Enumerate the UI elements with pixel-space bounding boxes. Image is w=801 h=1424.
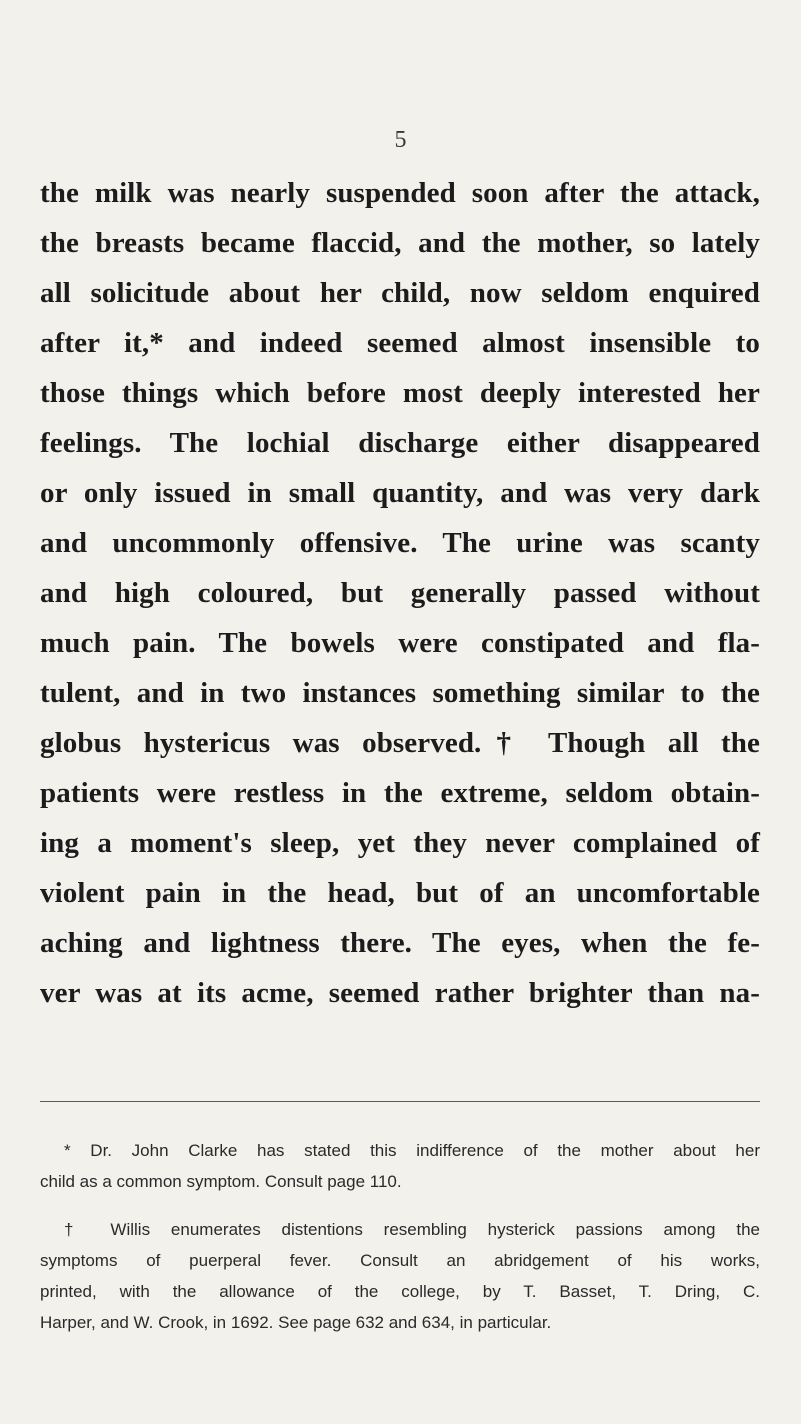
footnote-line: printed, with the allowance of the college, by T. Basset, T. Dring, C. (40, 1282, 760, 1301)
footnotes (40, 1135, 760, 1338)
text-line: ing a moment's sleep, yet they never complained of (40, 827, 760, 859)
footnote-divider (40, 1101, 760, 1102)
text-line: much pain. The bowels were constipated and fla- (40, 627, 760, 659)
footnote-willis (40, 1214, 760, 1338)
text-line: those things which before most deeply interested her (40, 377, 760, 409)
footnote-line: † Willis enumerates distentions resembling hysterick passions among the (64, 1220, 760, 1239)
text-line: feelings. The lochial discharge either disappeared (40, 427, 760, 459)
footnote-line: * Dr. John Clarke has stated this indifference of the mother about her (64, 1141, 760, 1160)
text-line: patients were restless in the extreme, seldom obtain- (40, 777, 760, 809)
text-line: globus hystericus was observed.† Though all the (40, 727, 760, 759)
main-text (40, 168, 760, 1018)
page-number: 5 (394, 127, 407, 153)
footnote-line: child as a common symptom. Consult page 110. (40, 1172, 402, 1191)
text-line: violent pain in the head, but of an uncomfortable (40, 877, 760, 909)
text-line: tulent, and in two instances something similar to the (40, 677, 760, 709)
text-line: all solicitude about her child, now seldom enquired (40, 277, 760, 309)
text-line: the breasts became flaccid, and the mother, so lately (40, 227, 760, 259)
text-line: and uncommonly offensive. The urine was scanty (40, 527, 760, 559)
text-line: aching and lightness there. The eyes, when the fe- (40, 927, 760, 959)
text-line: the milk was nearly suspended soon after the attack, (40, 177, 760, 209)
footnote-line: symptoms of puerperal fever. Consult an abridgement of his works, (40, 1251, 760, 1270)
text-line: or only issued in small quantity, and was very dark (40, 477, 760, 509)
footnote-clarke (40, 1135, 760, 1197)
text-line: and high coloured, but generally passed without (40, 577, 760, 609)
text-line: after it,* and indeed seemed almost insensible to (40, 327, 760, 359)
footnote-line: Harper, and W. Crook, in 1692. See page 632 and 634, in particular. (40, 1313, 552, 1332)
footnote-spacer (40, 1197, 760, 1214)
text-line: ver was at its acme, seemed rather brighter than na- (40, 977, 760, 1009)
